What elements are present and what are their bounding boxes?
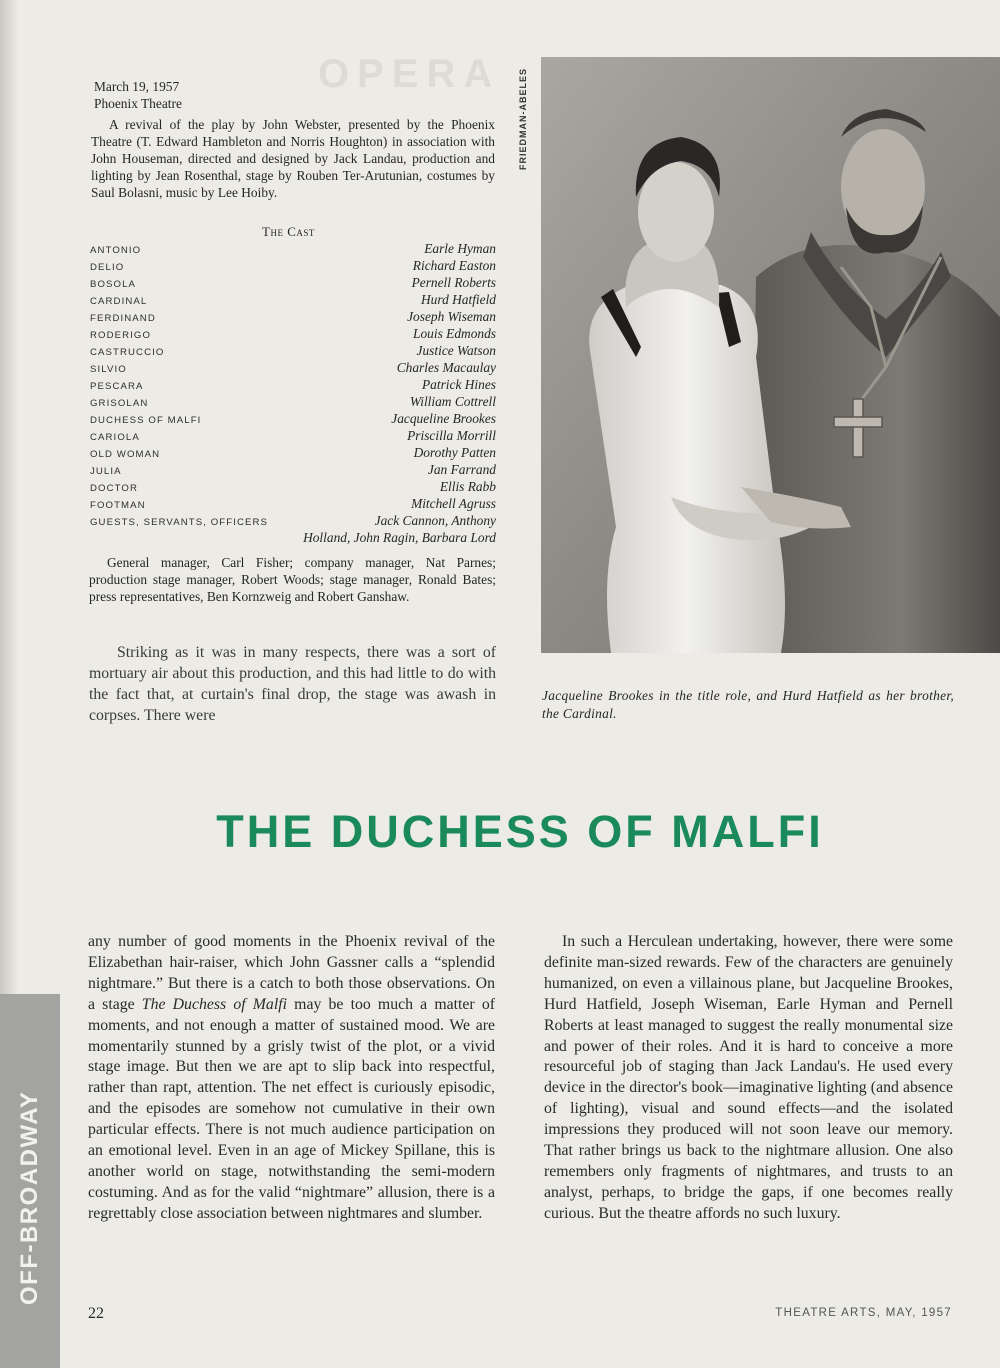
photo-illustration: [541, 57, 1000, 653]
cast-role: FERDINAND: [90, 313, 156, 324]
cast-row: [90, 309, 496, 326]
body-column-right: In such a Herculean undertaking, however, there were some definite man-sized rewards. Few of the characters are genuinely humanized, on even a villainous plane, but Jacqueline Brookes, Hurd Hatfield, Joseph Wiseman, Earle Hyman and Pernell Roberts at least managed to suggest the really monumental size and power of their roles. And it is hard to conceive a more resourceful job of staging than Jack Landau's. He used every device in the director's book—imaginative lighting (and absence of lighting), visual and sound effects—and the isolated impressions they produced will not soon leave our memory. That rather brings us back to the nightmare allusion. One also remembers only fragments of nightmares, and trusts to an analyst, perhaps, to bridge the gaps, if one becomes really curious. But the theatre affords no such luxury.: [544, 933, 953, 1222]
cast-list: [90, 241, 496, 547]
cast-actor: Dorothy Patten: [413, 445, 496, 460]
cast-actor: Richard Easton: [412, 258, 496, 273]
cast-role: CARDINAL: [90, 296, 148, 307]
cast-actor: Louis Edmonds: [413, 326, 496, 341]
cast-row: [90, 377, 496, 394]
cast-row: [90, 292, 496, 309]
cast-row: [90, 343, 496, 360]
cast-actor: Joseph Wiseman: [407, 309, 496, 324]
cast-actor: Hurd Hatfield: [420, 292, 496, 307]
cast-role: PESCARA: [90, 381, 144, 392]
cast-role: RODERIGO: [90, 330, 152, 341]
cast-actor: Priscilla Morrill: [407, 428, 496, 443]
cast-actor: Justice Watson: [416, 343, 496, 358]
body-column-left: [88, 932, 495, 1225]
cast-role: FOOTMAN: [90, 500, 146, 511]
cast-heading: The Cast: [262, 224, 315, 239]
cast-row: [90, 479, 496, 496]
photo-credit: FRIEDMAN-ABELES: [518, 68, 528, 170]
show-through-heading: OPERA: [318, 52, 501, 96]
cast-role: GUESTS, SERVANTS, OFFICERS: [90, 517, 269, 528]
cast-row: [90, 411, 496, 428]
venue: Phoenix Theatre: [94, 96, 182, 111]
cast-role: CASTRUCCIO: [90, 347, 165, 358]
cast-role: OLD WOMAN: [90, 449, 161, 460]
photo-caption: Jacqueline Brookes in the title role, and Hurd Hatfield as her brother, the Cardinal.: [542, 688, 954, 721]
production-credits: A revival of the play by John Webster, presented by the Phoenix Theatre (T. Edward Hambleton and Norris Houghton) in association with John Houseman, directed and designed by Jack Landau, production and lighting by Jean Rosenthal, stage by Rouben Ter-Arutunian, costumes by Saul Bolasni, music by Lee Hoiby.: [91, 117, 495, 200]
cast-role: CARIOLA: [90, 432, 140, 443]
cast-row: [90, 241, 496, 258]
cast-row: [90, 496, 496, 513]
performance-date: March 19, 1957: [94, 79, 180, 94]
cast-actor-continued: Holland, John Ragin, Barbara Lord: [303, 530, 496, 545]
cast-actor: Mitchell Agruss: [411, 496, 496, 511]
cast-role: ANTONIO: [90, 245, 142, 256]
body-left-part-2: may be too much a matter of moments, and not enough a matter of sustained mood. We are momentarily stunned by a grisly twist of the plot, or a vivid stage image. But then we are apt to slip back into respectful, rather than rapt, attention. The net effect is curiously episodic, and the episodes are somehow not cumulative in their own particular effects. There is not much audience participation on an emotional level. Even in an age of Mickey Spillane, this is another world on stage, notwithstanding the semi-modern costuming. And as for the valid “nightmare” allusion, there is a regrettably close association between nightmares and slumber.: [88, 995, 496, 1222]
cast-actor: Earle Hyman: [424, 241, 496, 256]
header-block: [94, 78, 182, 112]
cast-role: DUCHESS OF MALFI: [90, 415, 202, 426]
cast-row: [90, 258, 496, 275]
cast-actor: William Cottrell: [409, 394, 496, 409]
cast-row: [90, 445, 496, 462]
production-photo: [541, 57, 1000, 653]
section-tab-label: OFF-BROADWAY: [16, 1090, 43, 1306]
cast-actor: Charles Macaulay: [396, 360, 496, 375]
cast-row: [90, 513, 496, 530]
cast-row: [90, 394, 496, 411]
cast-role: DOCTOR: [90, 483, 138, 494]
cast-row: [90, 326, 496, 343]
publication-footer: THEATRE ARTS, MAY, 1957: [775, 1307, 952, 1319]
cast-row: [90, 360, 496, 377]
play-title: The Duchess of Malfi: [141, 995, 287, 1013]
cast-actor: Pernell Roberts: [411, 275, 496, 290]
cast-actor: Jan Farrand: [427, 462, 496, 477]
cast-actor: Jack Cannon, Anthony: [374, 513, 496, 528]
staff-credits: General manager, Carl Fisher; company manager, Nat Parnes; production stage manager, Robert Woods; stage manager, Ronald Bates; press representatives, Ben Kornzweig and Robert Ganshaw.: [89, 555, 496, 604]
cast-row: [90, 462, 496, 479]
cast-role: JULIA: [90, 466, 122, 477]
cast-row: [90, 275, 496, 292]
cast-role: DELIO: [90, 262, 125, 273]
cast-role: GRISOLAN: [90, 398, 149, 409]
cast-role: BOSOLA: [90, 279, 137, 290]
page-number: 22: [88, 1305, 104, 1322]
body-left-part-1: any number of good moments in the Phoenix revival of the Elizabethan hair-raiser, which John Gassner calls a “splendid nightmare.” But there is a catch to both those observations. On a stage: [88, 933, 495, 1013]
cast-actor: Patrick Hines: [421, 377, 496, 392]
cast-role: SILVIO: [90, 364, 127, 375]
lead-paragraph: Striking as it was in many respects, there was a sort of mortuary air about this production, and this had little to do with the fact that, at curtain's final drop, the stage was awash in corpses. There were: [89, 644, 496, 724]
cast-row: [90, 428, 496, 445]
cast-actor: Ellis Rabb: [439, 479, 496, 494]
article-title: THE DUCHESS OF MALFI: [216, 806, 824, 857]
cast-actor: Jacqueline Brookes: [391, 411, 496, 426]
